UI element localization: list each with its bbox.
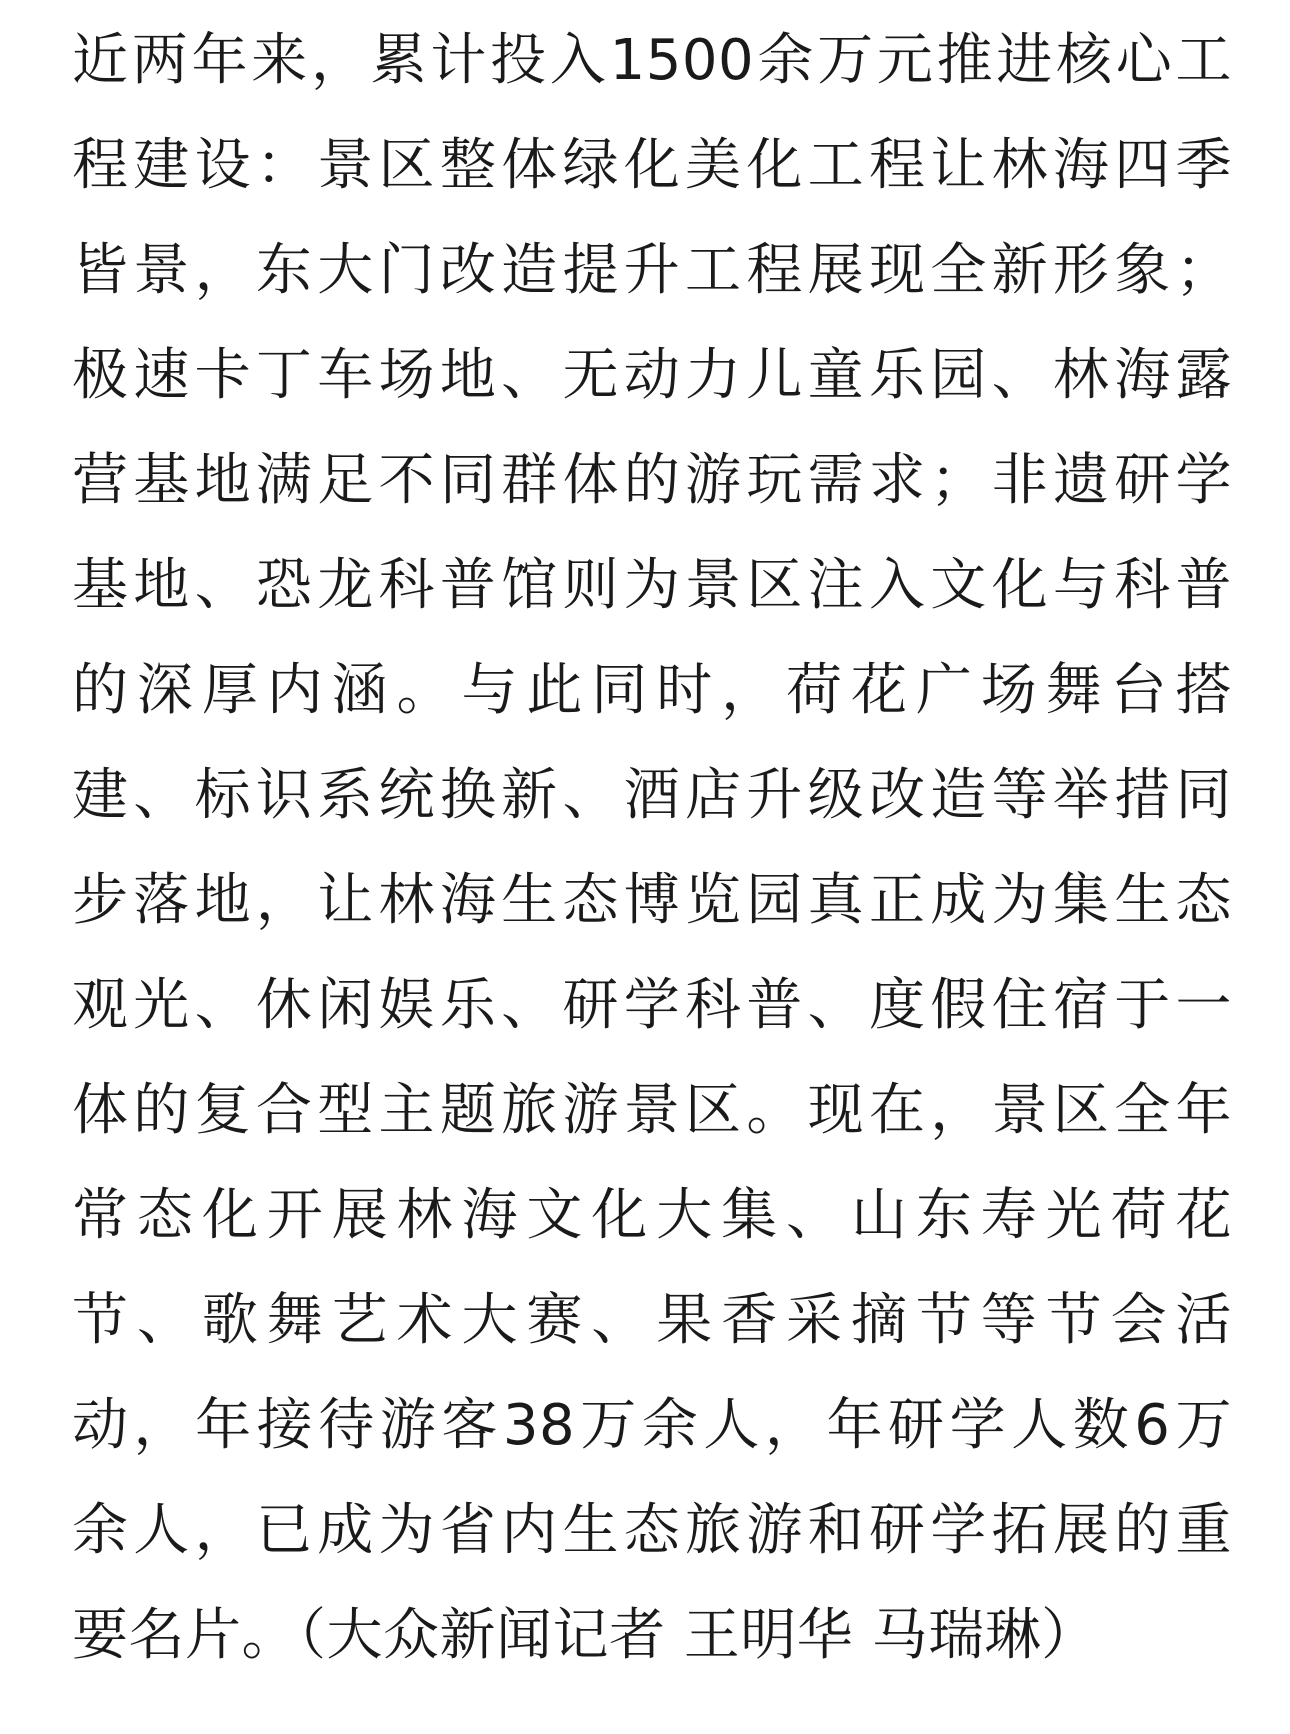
article-line: 营基地满足不同群体的游玩需求；非遗研学 — [72, 448, 1232, 513]
article-line: 常态化开展林海文化大集、山东寿光荷花 — [72, 1183, 1232, 1248]
article-line: 的深厚内涵。与此同时，荷花广场舞台搭 — [72, 658, 1232, 723]
article-line: 近两年来，累计投入1500余万元推进核心工 — [72, 28, 1232, 93]
article-line: 建、标识系统换新、酒店升级改造等举措同 — [72, 763, 1232, 828]
article-byline-line: 要名片。（大众新闻记者 王明华 马瑞琳） — [72, 1603, 1098, 1668]
article-line: 观光、休闲娱乐、研学科普、度假住宿于一 — [72, 973, 1232, 1038]
article-line: 动，年接待游客38万余人，年研学人数6万 — [72, 1393, 1232, 1458]
article-line: 节、歌舞艺术大赛、果香采摘节等节会活 — [72, 1288, 1232, 1353]
article-line: 步落地，让林海生态博览园真正成为集生态 — [72, 868, 1232, 933]
article-line: 余人，已成为省内生态旅游和研学拓展的重 — [72, 1498, 1232, 1563]
article-line: 程建设：景区整体绿化美化工程让林海四季 — [72, 133, 1232, 198]
article-line: 极速卡丁车场地、无动力儿童乐园、林海露 — [72, 343, 1232, 408]
article-line: 皆景，东大门改造提升工程展现全新形象； — [72, 238, 1232, 303]
article-line: 基地、恐龙科普馆则为景区注入文化与科普 — [72, 553, 1232, 618]
article-body — [72, 8, 1232, 1688]
article-line: 体的复合型主题旅游景区。现在，景区全年 — [72, 1078, 1232, 1143]
